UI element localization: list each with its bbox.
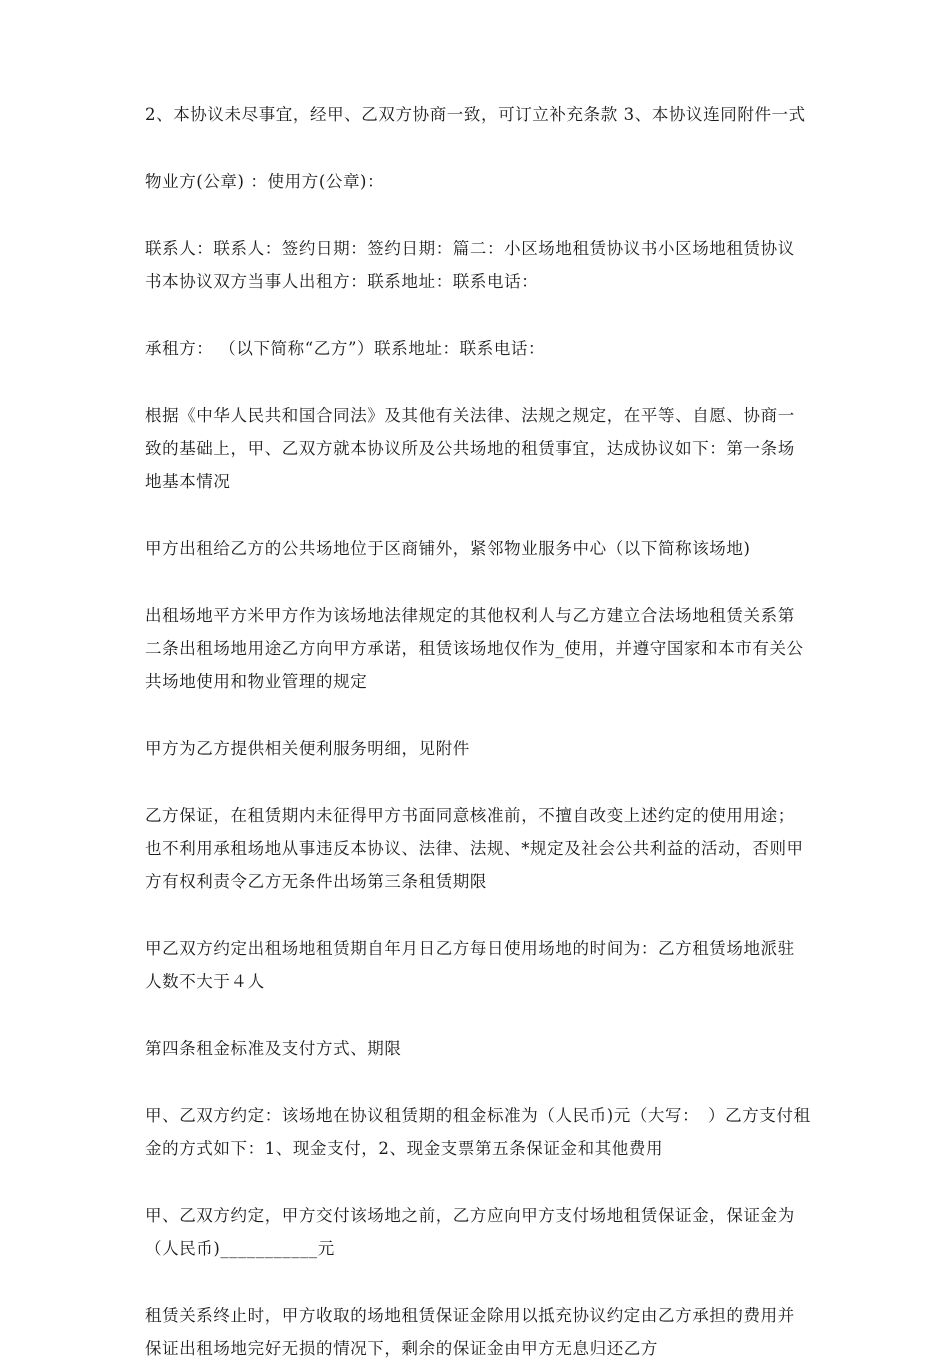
paragraph-legal-basis: 根据《中华人民共和国合同法》及其他有关法律、法规之规定，在平等、自愿、协商一致的基础上，甲、乙双方就本协议所及公共场地的租赁事宜，达成协议如下：第一条场地基本情况	[145, 406, 795, 491]
paragraph-deposit: 甲、乙双方约定，甲方交付该场地之前，乙方应向甲方支付场地租赁保证金，保证金为（人民币)___________元	[145, 1206, 795, 1258]
document-page	[145, 98, 811, 1365]
paragraph-lessee: 承租方： （以下简称“乙方”）联系地址：联系电话：	[145, 339, 546, 358]
paragraph-seals: 物业方(公章) ：使用方(公章)：	[145, 172, 385, 191]
paragraph-gap	[145, 1165, 811, 1199]
paragraph-gap	[145, 298, 811, 332]
paragraph-article-four-heading: 第四条租金标准及支付方式、期限	[145, 1039, 402, 1058]
paragraph-lease-term: 甲乙双方约定出租场地租赁期自年月日乙方每日使用场地的时间为：乙方租赁场地派驻人数不大于４人	[145, 939, 795, 991]
paragraph-gap	[145, 198, 811, 232]
paragraph-gap	[145, 498, 811, 532]
paragraph-supplementary-terms: 2、本协议未尽事宜，经甲、乙双方协商一致，可订立补充条款 3、本协议连同附件一式	[145, 105, 806, 124]
paragraph-gap	[145, 565, 811, 599]
paragraph-gap	[145, 1065, 811, 1099]
paragraph-gap	[145, 898, 811, 932]
paragraph-gap	[145, 765, 811, 799]
paragraph-site-use: 出租场地平方米甲方作为该场地法律规定的其他权利人与乙方建立合法场地租赁关系第二条出租场地用途乙方向甲方承诺，租赁该场地仅作为_使用，并遵守国家和本市有关公共场地使用和物业管理的规定	[145, 606, 804, 691]
paragraph-gap	[145, 365, 811, 399]
paragraph-deposit-return: 租赁关系终止时，甲方收取的场地租赁保证金除用以抵充协议约定由乙方承担的费用并保证出租场地完好无损的情况下，剩余的保证金由甲方无息归还乙方	[145, 1306, 795, 1358]
paragraph-site-location: 甲方出租给乙方的公共场地位于区商铺外，紧邻物业服务中心（以下简称该场地)	[145, 539, 751, 558]
paragraph-gap	[145, 131, 811, 165]
paragraph-gap	[145, 1265, 811, 1299]
paragraph-gap	[145, 698, 811, 732]
paragraph-services: 甲方为乙方提供相关便利服务明细，见附件	[145, 739, 470, 758]
paragraph-gap	[145, 998, 811, 1032]
paragraph-lessee-guarantee: 乙方保证，在租赁期内未征得甲方书面同意核准前，不擅自改变上述约定的使用用途；也不利用承租场地从事违反本协议、法律、法规、*规定及社会公共利益的活动，否则甲方有权利责令乙方无条件出场第三条租赁期限	[145, 806, 804, 891]
paragraph-rent-standard: 甲、乙双方约定：该场地在协议租赁期的租金标准为（人民币)元（大写： ）乙方支付租金的方式如下：1、现金支付，2、现金支票第五条保证金和其他费用	[145, 1106, 811, 1158]
paragraph-contacts-lessor: 联系人：联系人：签约日期：签约日期：篇二：小区场地租赁协议书小区场地租赁协议书本协议双方当事人出租方：联系地址：联系电话：	[145, 239, 795, 291]
